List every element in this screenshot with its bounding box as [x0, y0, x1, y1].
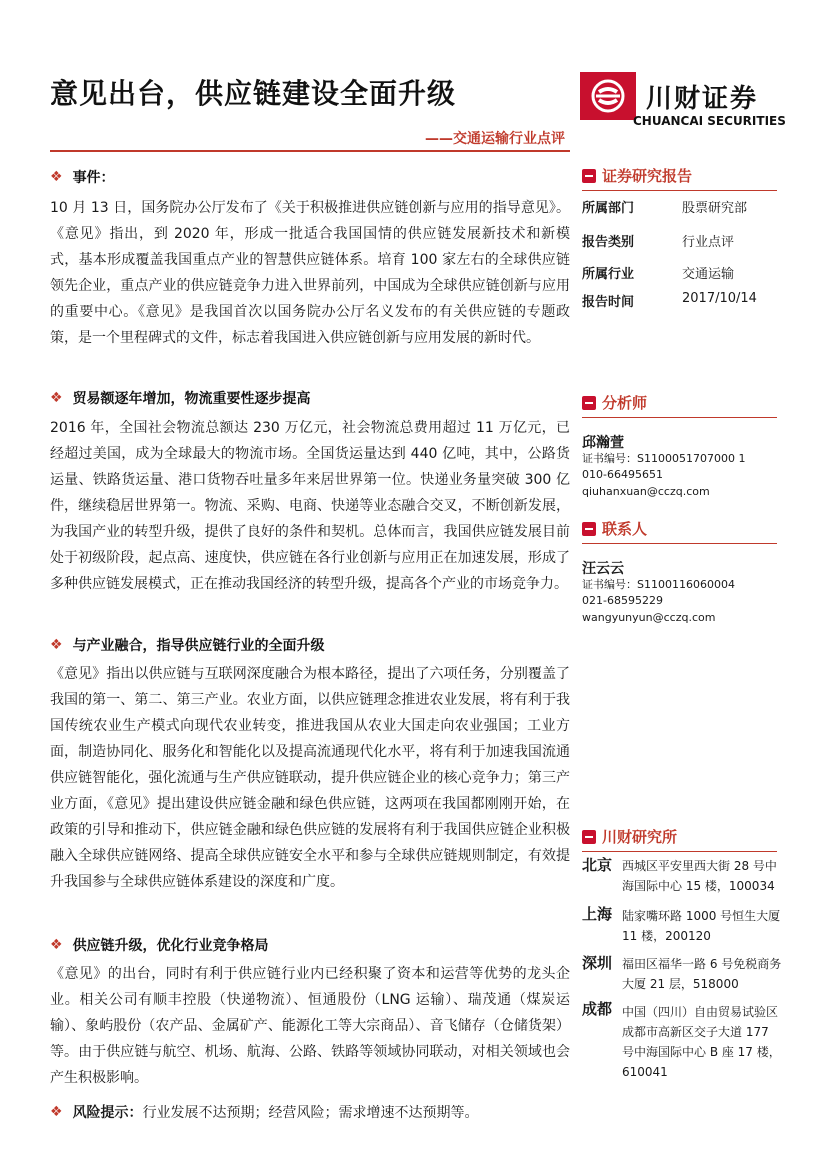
diamond-bullet-icon: ❖: [50, 169, 63, 185]
contact-name: 汪云云: [582, 561, 624, 577]
office-address: 福田区福华一路 6 号免税商务大厦 21 层，518000: [622, 957, 782, 991]
section-body: 2016 年，全国社会物流总额达 230 万亿元，社会物流总费用超过 11 万亿元，已经超过美国，成为全球最大的物流市场。全国货运量达到 440 亿吨，其中，公路货运量、铁路货运量、港口货物吞吐量多年来居世界第一位。快递业务量突破 300 亿件，继续稳居世界第一。物流、采购、电商、快递等业态融合交叉，不断创新发展，为我国产业的转型升级，提供了良好的条件和契机。总体而言，我国供应链发展目前处于初级阶段，起点高、速度快，供应链在各行业创新与应用正在加速发展，形成了多种供应链发展模式，正在推动我国经济的转型升级，提高各个产业的市场竞争力。: [50, 420, 570, 592]
contact-phone: 021-68595229: [582, 594, 663, 607]
section-body: 10 月 13 日，国务院办公厅发布了《关于积极推进供应链创新与应用的指导意见》。《意见》指出，到 2020 年，形成一批适合我国国情的供应链发展新技术和新模式，基本形成覆盖我国重点产业的智慧供应链体系。培育 100 家左右的全球供应链领先企业，重点产业的供应链竞争力进入世界前列，中国成为全球供应链创新与应用的重要中心。《意见》是我国首次以国务院办公厅名义发布的有关供应链的专题政策，是一个里程碑式的文件，标志着我国进入供应链创新与应用发展的新时代。: [50, 200, 570, 346]
section-marker-icon: [582, 396, 596, 410]
analyst-phone: 010-66495651: [582, 468, 663, 481]
section-heading: ❖ 事件：: [50, 169, 115, 186]
section-marker-icon: [582, 169, 596, 183]
contact-email[interactable]: wangyunyun@cczq.com: [582, 611, 716, 624]
contact-heading: 联系人: [582, 518, 777, 544]
institute-heading: 川财研究所: [582, 826, 777, 852]
logo-mark: [580, 72, 636, 120]
office-address: 西城区平安里西大街 28 号中海国际中心 15 楼，100034: [622, 859, 777, 893]
office-city: 北京: [582, 856, 613, 874]
office-city: 成都: [582, 1000, 613, 1018]
section-heading: ❖ 贸易额逐年增加，物流重要性逐步提高: [50, 390, 311, 407]
section-marker-icon: [582, 830, 596, 844]
office-address: 陆家嘴环路 1000 号恒生大厦 11 楼，200120: [622, 909, 781, 943]
office-address: 中国（四川）自由贸易试验区成都市高新区交子大道 177 号中海国际中心 B 座 17 楼，610041: [622, 1005, 781, 1079]
analyst-email[interactable]: qiuhanxuan@cczq.com: [582, 485, 710, 498]
info-row-category: 报告类别 行业点评: [582, 235, 735, 250]
analyst-cert: 证书编号：S1100051707000 1: [582, 452, 746, 465]
logo-name: 川财证券: [646, 84, 759, 114]
risk-text: 行业发展不达预期；经营风险；需求增速不达预期等。: [142, 1105, 479, 1121]
diamond-bullet-icon: ❖: [50, 937, 63, 953]
diamond-bullet-icon: ❖: [50, 637, 63, 653]
page-subtitle: ——交通运输行业点评: [425, 131, 565, 147]
diamond-bullet-icon: ❖: [50, 390, 63, 406]
info-row-department: 所属部门 股票研究部: [582, 201, 748, 216]
contact-cert: 证书编号：S1100116060004: [582, 578, 735, 591]
report-heading: 证券研究报告: [582, 165, 777, 191]
analyst-heading: 分析师: [582, 392, 777, 418]
section-body: 《意见》的出台，同时有利于供应链行业内已经积聚了资本和运营等优势的龙头企业。相关公司有顺丰控股（快递物流）、恒通股份（LNG 运输）、瑞茂通（煤炭运输）、象屿股份（农产品、金属矿产、能源化工等大宗商品）、音飞储存（仓储货架）等。由于供应链与航空、机场、航海、公路、铁路等领域协同联动，对相关领域也会产生积极影响。: [50, 966, 570, 1086]
office-city: 深圳: [582, 954, 613, 972]
title-divider: [50, 150, 570, 152]
risk-warning: [50, 1102, 479, 1122]
risk-label: 风险提示：: [72, 1105, 143, 1121]
info-row-industry: 所属行业 交通运输: [582, 267, 735, 282]
section-marker-icon: [582, 522, 596, 536]
logo-english: CHUANCAI SECURITIES: [633, 114, 786, 128]
analyst-name: 邱瀚萱: [582, 435, 624, 451]
diamond-bullet-icon: ❖: [50, 1104, 63, 1120]
section-heading: ❖ 与产业融合，指导供应链行业的全面升级: [50, 637, 325, 654]
office-city: 上海: [582, 905, 613, 923]
page-title: 意见出台，供应链建设全面升级: [50, 77, 457, 110]
info-row-date: 报告时间 2017/10/14: [582, 291, 757, 310]
section-body: 《意见》指出以供应链与互联网深度融合为根本路径，提出了六项任务，分别覆盖了我国的第一、第二、第三产业。农业方面，以供应链理念推进农业发展，将有利于我国传统农业生产模式向现代农业转变，推进我国从农业大国走向农业强国；工业方面，制造协同化、服务化和智能化以及提高流通现代化水平，将有利于加速我国流通供应链智能化，强化流通与生产供应链联动，提升供应链企业的核心竞争力；第三产业方面，《意见》提出建设供应链金融和绿色供应链，这两项在我国都刚刚开始，在政策的引导和推动下，供应链金融和绿色供应链的发展将有利于我国供应链企业积极融入全球供应链网络、提高全球供应链安全水平和参与全球供应链规则制定，有效提升我国参与全球供应链体系建设的深度和广度。: [50, 666, 570, 890]
logo-icon: [588, 78, 628, 114]
section-heading: ❖ 供应链升级，优化行业竞争格局: [50, 937, 269, 954]
